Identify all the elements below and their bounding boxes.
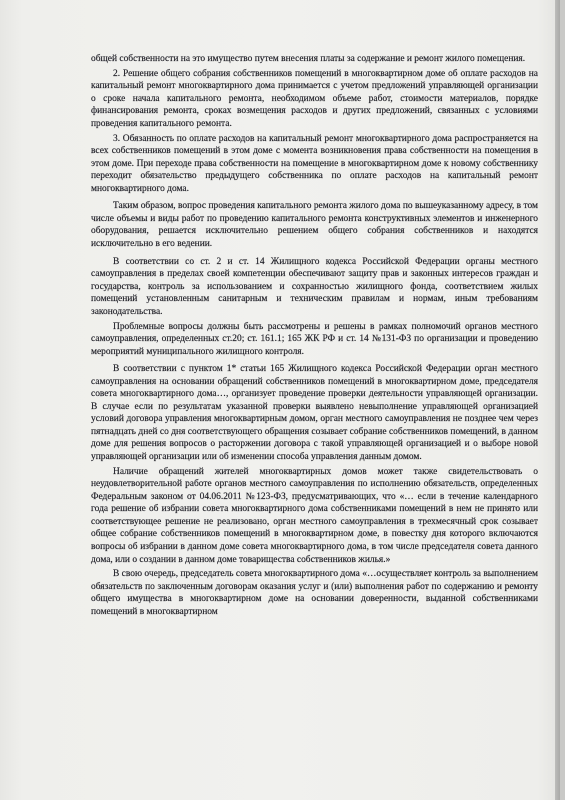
paragraph-appeals: Наличие обращений жителей многоквартирных домов может также свидетельствовать о неудовлетворительной работе органов местного самоуправления по исполнению обязательств, определенных Федеральным законом от 04.06.2011 №123-ФЗ, предусматривающих, что «… если в течение календарного года решение об избрании совета многоквартирного дома собственниками помещений в нем не принято или соответствующее решение не реализовано, орган местного самоуправления в трехмесячный срок созывает общее собрание собственников помещений в многоквартирном доме, в повестку дня которого включаются вопросы об избрании в данном доме совета многоквартирного дома, в том числе председателя совета данного дома, или о создании в данном доме товарищества собственников жилья.» [91,466,538,565]
paragraph-article-165: В соответствии с пунктом 1* статьи 165 Жилищного кодекса Российской Федерации орган местного самоуправления на основании обращений собственников помещений в многоквартирном доме, председателя совета многоквартирного дома…, организует проведение проверки деятельности управляющей организации. В случае если по результатам указанной проверки выявлено невыполнение управляющей организацией условий договора управления многоквартирным домом, орган местного самоуправления не позднее чем через пятнадцать дней со дня соответствующего обращения созывает собрание собственников помещений, в данном доме для решения вопросов о расторжении договора с такой управляющей организацией и о выборе новой управляющей организации или об изменении способа управления данным домом. [91,364,538,462]
page-edge-shadow [555,0,560,800]
paragraph-housing-code: В соответствии со ст. 2 и ст. 14 Жилищного кодекса Российской Федерации органы местного самоуправления в пределах своей компетенции обеспечивают защиту прав и законных интересов граждан и государства, контроль за использованием и сохранностью жилищного фонда, соответствием жилых помещений установленным санитарным и техническим правилам и нормам, иным требованиям законодательства. [91,256,538,317]
document-body [91,53,538,621]
paragraph-problem-issues: Проблемные вопросы должны быть рассмотрены и решены в рамках полномочий органов местного самоуправления, определенных ст.20; ст. 161.1; 165 ЖК РФ и ст. 14 №131-ФЗ по организации и проведению мероприятий муниципального жилищного контроля. [91,321,538,357]
paragraph-council-chairman: В свою очередь, председатель совета многоквартирного дома «…осуществляет контроль за выполнением обязательств по заключенным договорам оказания услуг и (или) выполнения работ по содержанию и ремонту общего имущества в многоквартирном доме на основании доверенности, выданной собственниками помещений в многоквартирном [91,569,538,617]
paragraph-conclusion: Таким образом, вопрос проведения капитального ремонта жилого дома по вышеуказанному адресу, в том числе объемы и виды работ по проведению капитального ремонта конструктивных элементов и инженерного оборудования, решается исключительно решением общего собрания собственников и находятся исключительно в его ведении. [91,201,538,250]
paragraph-maintenance-payment: общей собственности на это имущество путем внесения платы за содержание и ремонт жилого помещения. [91,54,526,64]
paragraph-clause-2: 2. Решение общего собрания собственников помещений в многоквартирном доме об оплате расходов на капитальный ремонт многоквартирного дома принимается с учетом предложений управляющей организации о сроке начала капитального ремонта, необходимом объеме работ, стоимости материалов, порядке финансирования ремонта, сроках возмещения расходов и других предложений, связанных с условиями проведения капитального ремонта. [91,68,538,129]
paragraph-clause-3: 3. Обязанность по оплате расходов на капитальный ремонт многоквартирного дома распространяется на всех собственников помещений в этом доме с момента возникновения права собственности на помещения в этом доме. При переходе права собственности на помещение в многоквартирном доме к новому собственнику переходит обязательство предыдущего собственника по оплате расходов на капитальный ремонт многоквартирного дома. [91,133,538,194]
